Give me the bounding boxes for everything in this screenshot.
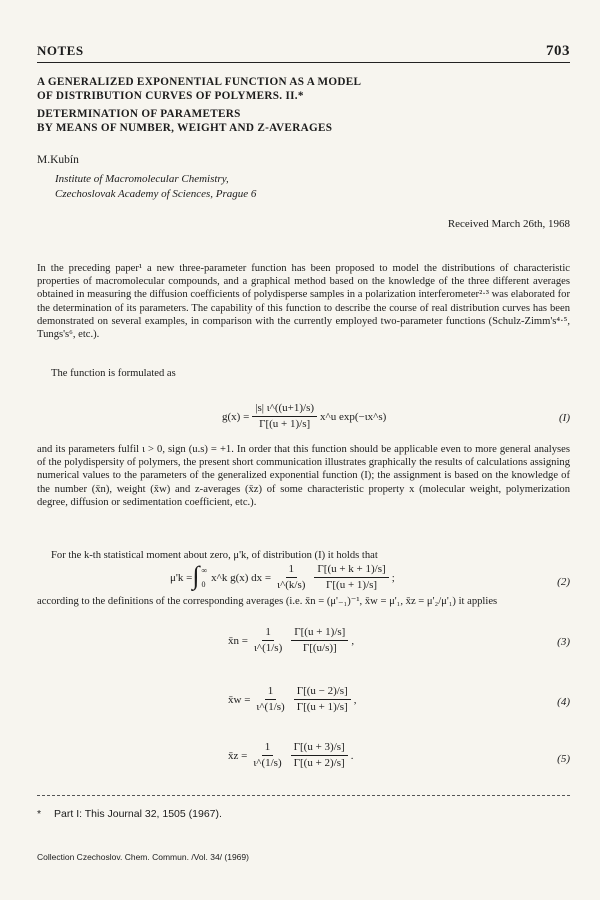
- equation-2: [170, 560, 395, 592]
- eq1-lhs: g(x) =: [222, 410, 250, 423]
- paragraph-intro: In the preceding paper¹ a new three-parameter function has been proposed to model the distributions of characteristic properties of macromolecular compounds, and a graphical method based on the knowledge of the three different averages obtained in measuring the diffusion coefficients of polydisperse samples in a polarization interferometer²·³ was elaborated for the determination of its parameters. The capability of this function to describe the course of real distribution curves has been demonstrated on several examples, in comparison with the currently employed two-parameter functions (Schulz-Zimm's⁴·⁵, Tungs's⁶, etc.).: [37, 263, 570, 341]
- equation-1-number: (I): [559, 412, 570, 424]
- eq4-f1-numerator: 1: [265, 685, 277, 700]
- eq4-f1-denominator: ι^(1/s): [256, 701, 285, 713]
- eq2-f2-numerator: Γ[(u + k + 1)/s]: [314, 563, 388, 578]
- paragraph-moment: For the k-th statistical moment about zero, μ'k, of distribution (I) it holds that: [51, 550, 378, 561]
- eq4-f2-numerator: Γ[(u − 2)/s]: [294, 685, 351, 700]
- eq2-fraction-2: [314, 563, 388, 592]
- journal-footer: Collection Czechoslov. Chem. Commun. /Vol. 34/ (1969): [37, 852, 249, 862]
- footnote: [37, 808, 222, 820]
- title-line: BY MEANS OF NUMBER, WEIGHT AND Z-AVERAGES: [37, 122, 333, 134]
- running-header: [37, 43, 570, 60]
- footnote-text: Part I: This Journal 32, 1505 (1967).: [54, 808, 222, 820]
- equation-4-number: (4): [557, 696, 570, 708]
- equation-3-number: (3): [557, 636, 570, 648]
- integral-lower-limit: 0: [201, 579, 206, 589]
- eq3-fraction-1: [251, 626, 285, 655]
- eq5-f2-denominator: Γ[(u + 2)/s]: [293, 757, 345, 769]
- eq3-tail: ,: [351, 634, 355, 647]
- footnote-mark: *: [37, 808, 42, 820]
- affiliation-line: Czechoslovak Academy of Sciences, Prague 6: [55, 188, 257, 200]
- paragraph-averages: according to the definitions of the corresponding averages (i.e. x̄n = (μ'₋₁)⁻¹, x̄w = μ'₁, x̄z = μ'₂/μ'₁) it applies: [37, 596, 498, 607]
- eq5-lhs: x̄z =: [228, 749, 248, 762]
- footnote-rule: [37, 795, 570, 796]
- eq3-f1-denominator: ι^(1/s): [253, 642, 283, 654]
- eq4-tail: ,: [353, 693, 357, 706]
- eq1-rhs: x^u exp(−ιx^s): [320, 410, 387, 423]
- affiliation-line: Institute of Macromolecular Chemistry,: [55, 173, 229, 185]
- integral-sign: ∫: [192, 560, 200, 590]
- eq2-integrand: x^k g(x) dx =: [211, 571, 272, 584]
- paragraph-formulation: The function is formulated as: [51, 368, 176, 379]
- received-date: Received March 26th, 1968: [447, 218, 570, 230]
- eq5-fraction-1: [250, 741, 284, 770]
- eq3-fraction-2: [291, 626, 348, 655]
- eq4-fraction-2: [294, 685, 351, 714]
- eq4-fraction-1: [253, 685, 287, 714]
- author-affiliation: [55, 172, 256, 202]
- section-label: NOTES: [37, 43, 84, 58]
- equation-4: [228, 685, 357, 714]
- eq1-numerator: |s| ι^((u+1)/s): [252, 402, 317, 417]
- equation-3: [228, 626, 354, 655]
- eq1-fraction: [252, 402, 317, 431]
- eq3-f2-denominator: Γ[(u/s)]: [302, 642, 337, 654]
- integral-limits: [201, 564, 207, 592]
- eq2-fraction-1: [274, 563, 308, 592]
- header-rule: [37, 62, 570, 63]
- eq5-f2-numerator: Γ[(u + 3)/s]: [291, 741, 348, 756]
- eq5-f1-numerator: 1: [262, 741, 274, 756]
- eq5-fraction-2: [291, 741, 348, 770]
- equation-5-number: (5): [557, 753, 570, 765]
- eq2-f1-denominator: ι^(k/s): [277, 579, 306, 591]
- eq2-lhs: μ'k =: [170, 571, 193, 584]
- equation-2-number: (2): [557, 576, 570, 588]
- integral-upper-limit: ∞: [201, 565, 208, 575]
- equation-5: [228, 741, 353, 770]
- eq2-f2-denominator: Γ[(u + 1)/s]: [326, 579, 378, 591]
- eq1-denominator: Γ[(u + 1)/s]: [259, 418, 311, 430]
- eq3-f1-numerator: 1: [262, 626, 274, 641]
- title-line: DETERMINATION OF PARAMETERS: [37, 108, 241, 120]
- paragraph-parameters: and its parameters fulfil ι > 0, sign (u.s) = +1. In order that this function should be applicable even to more general analyses of the polydispersity of polymers, the present short communication illustrates graphically the results of calculations assigning numerical values to the parameters of the generalized exponential function (I); the assignment is based on the knowledge of the number (x̄n), weight (x̄w) and z-averages (x̄z) of some characteristic property x (molecular weight, polymerization degree, diffusion or sedimentation coefficient, etc.).: [37, 444, 570, 508]
- title-line: A GENERALIZED EXPONENTIAL FUNCTION AS A MODEL: [37, 76, 362, 88]
- author-name: M.Kubín: [37, 154, 79, 166]
- article-title: [37, 75, 557, 135]
- eq4-f2-denominator: Γ[(u + 1)/s]: [296, 701, 348, 713]
- page-number: 703: [546, 43, 570, 59]
- title-line: OF DISTRIBUTION CURVES OF POLYMERS. II.*: [37, 90, 304, 102]
- eq3-f2-numerator: Γ[(u + 1)/s]: [291, 626, 348, 641]
- equation-1: [222, 402, 386, 431]
- eq2-f1-numerator: 1: [286, 563, 298, 578]
- eq5-f1-denominator: ι^(1/s): [253, 757, 282, 769]
- eq2-tail: ;: [391, 571, 395, 584]
- eq5-tail: .: [350, 749, 354, 762]
- eq4-lhs: x̄w =: [228, 693, 251, 706]
- eq3-lhs: x̄n =: [228, 634, 248, 647]
